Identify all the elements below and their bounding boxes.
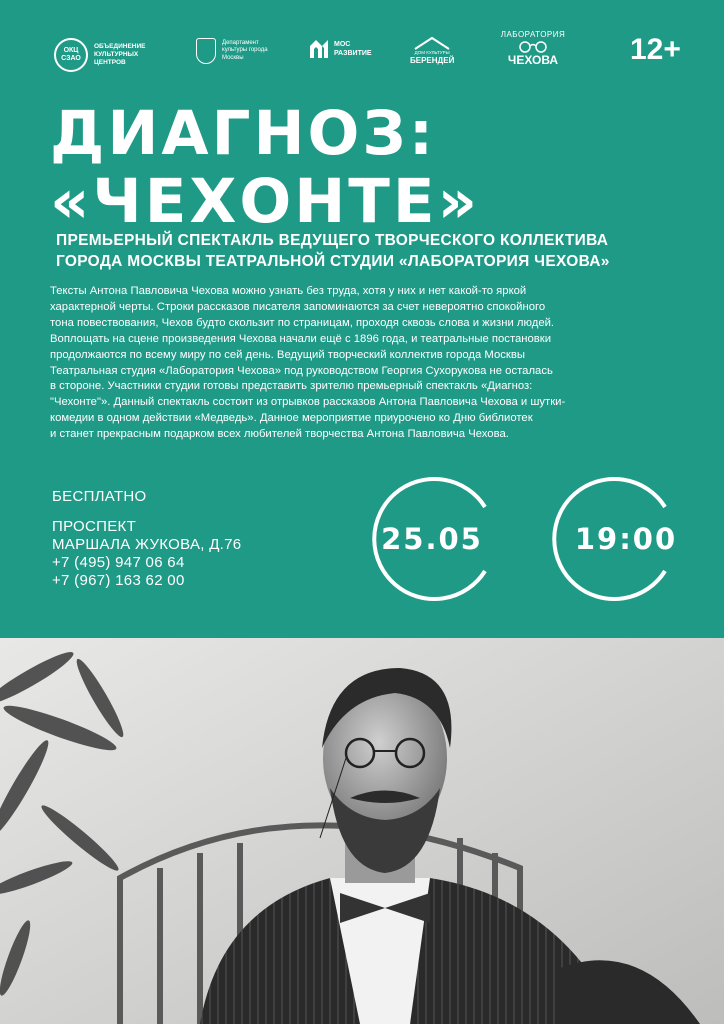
okc-circle-icon xyxy=(54,38,88,72)
lab-chekhov-logo xyxy=(498,30,568,67)
event-time: 19:00 xyxy=(574,522,678,556)
event-description xyxy=(50,284,680,443)
mos-razvitie-logo xyxy=(308,38,372,60)
phone-2: +7 (967) 163 62 00 xyxy=(52,572,185,589)
department-text: Департамент культуры города Москвы xyxy=(222,39,268,61)
okc-circle-line1: ОКЦ xyxy=(63,47,79,54)
subtitle-line2: ГОРОДА МОСКВЫ ТЕАТРАЛЬНОЙ СТУДИИ «ЛАБОРАТОРИЯ ЧЕХОВА» xyxy=(56,253,610,270)
description-line: тона повествования, Чехов будто скользит по страницам, проходя сквозь слова и жизни людей. xyxy=(50,316,555,329)
pince-nez-icon xyxy=(516,40,550,54)
berendey-small: ДОМ КУЛЬТУРЫ xyxy=(414,50,450,55)
title-line1: ДИАГНОЗ: xyxy=(50,98,437,169)
description-line: "Чехонте"». Данный спектакль состоит из отрывков рассказов Антона Павловича Чехова и шутки- xyxy=(50,396,566,409)
description-line: и станет прекрасным подарком всех любителей творчества Антона Павловича Чехова. xyxy=(50,428,509,441)
phone-1: +7 (495) 947 06 64 xyxy=(52,554,185,571)
department-logo xyxy=(196,38,277,64)
mos-line1: МОС xyxy=(334,41,351,48)
date-badge xyxy=(365,472,499,606)
portrait-illustration xyxy=(0,638,724,1024)
mos-razvitie-icon xyxy=(308,38,330,60)
address-line2: МАРШАЛА ЖУКОВА, Д.76 xyxy=(52,536,242,553)
price-label: БЕСПЛАТНО xyxy=(52,488,147,505)
partner-logos xyxy=(54,30,694,80)
event-subtitle xyxy=(56,230,696,272)
description-line: комедии в одном действии «Медведь». Данное мероприятие приурочено ко Дню библиотек xyxy=(50,412,533,425)
lab-top: ЛАБОРАТОРИЯ xyxy=(500,30,566,39)
berendey-big: БЕРЕНДЕЙ xyxy=(410,56,455,65)
moscow-crest-icon xyxy=(196,38,216,64)
description-line: Театральная студия «Лаборатория Чехова» под руководством Георгия Сухорукова не осталась xyxy=(50,364,553,377)
description-line: в стороне. Участники студии готовы представить зрителю премьерный спектакль «Диагноз: xyxy=(50,380,533,393)
description-line: характерной черты. Строки рассказов писателя запоминаются за счет невероятно спокойного xyxy=(50,300,546,313)
okc-text: ОБЪЕДИНЕНИЕ КУЛЬТУРНЫХ ЦЕНТРОВ xyxy=(94,43,146,66)
house-roof-icon xyxy=(413,36,451,50)
description-line: Тексты Антона Павловича Чехова можно узнать без труда, хотя у них и нет какой-то яркой xyxy=(50,285,527,297)
event-info xyxy=(52,488,332,590)
okc-logo xyxy=(54,38,164,72)
description-line: продолжаются по всему миру по сей день. Ведущий творческий коллектив города Москвы xyxy=(50,348,525,361)
event-title xyxy=(50,100,690,236)
title-line2: «ЧЕХОНТЕ» xyxy=(50,166,480,237)
berendey-logo xyxy=(410,36,454,65)
okc-circle-line2: СЗАО xyxy=(61,55,81,62)
lab-bottom: ЧЕХОВА xyxy=(507,53,559,67)
event-date: 25.05 xyxy=(381,522,483,556)
chekhov-portrait-photo xyxy=(0,638,724,1024)
time-badge xyxy=(545,472,679,606)
subtitle-line1: ПРЕМЬЕРНЫЙ СПЕКТАКЛЬ ВЕДУЩЕГО ТВОРЧЕСКОГО КОЛЛЕКТИВА xyxy=(56,232,609,249)
description-line: Воплощать на сцене произведения Чехова начали ещё с 1896 года, и театральные постановки xyxy=(50,332,552,345)
mos-line2: РАЗВИТИЕ xyxy=(334,50,372,57)
age-rating: 12+ xyxy=(630,33,681,66)
address-line1: ПРОСПЕКТ xyxy=(52,518,137,535)
